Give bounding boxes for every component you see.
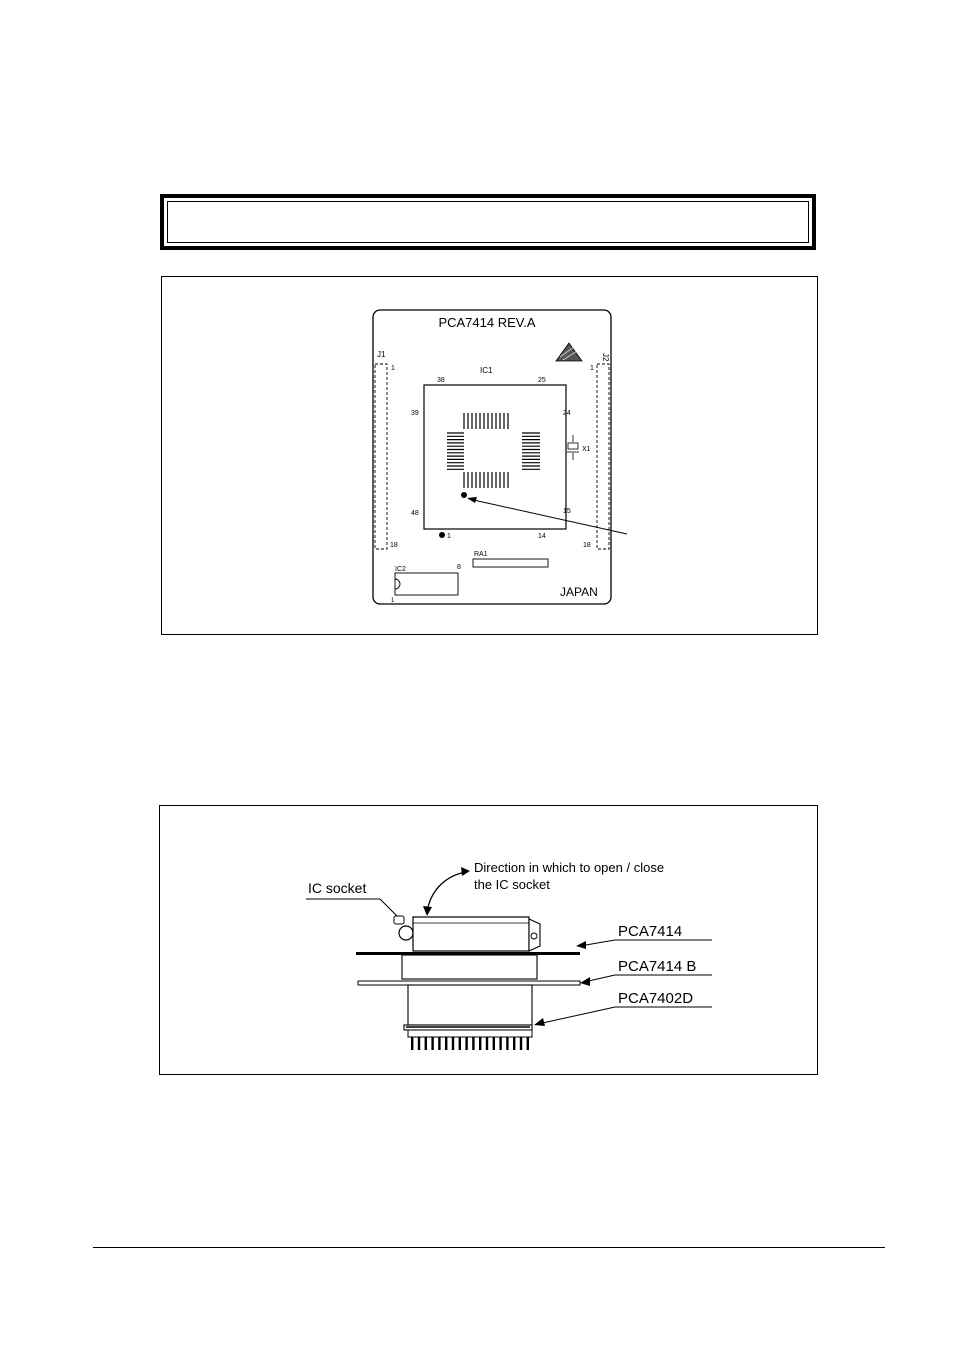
pin-lead [418, 1037, 420, 1050]
spacer-block [402, 955, 537, 979]
pin-lead [486, 1037, 488, 1050]
j1-label: J1 [377, 350, 386, 359]
ic2-pin8: 8 [457, 564, 461, 571]
direction-curved-arrow [427, 872, 466, 912]
j2-pin-bottom: 18 [583, 542, 591, 549]
index-pointer-arrowhead [467, 497, 477, 503]
j2-pin-top: 1 [590, 365, 594, 372]
section-title-inner [167, 201, 809, 243]
logo-triangle-icon [556, 343, 582, 361]
label-pca7414: PCA7414 [618, 923, 683, 940]
pin-48: 48 [411, 510, 419, 517]
direction-arrowhead-upper [461, 867, 470, 876]
label-pca7414b: PCA7414 B [618, 958, 697, 975]
board-name: PCA7414 REV.A [438, 315, 536, 330]
arrowhead-pca7414 [576, 941, 586, 949]
arrowhead-pca7402d [534, 1018, 545, 1026]
j1-pin-bottom: 18 [390, 542, 398, 549]
pca7414b-board [358, 981, 580, 985]
label-pca7402d: PCA7402D [618, 990, 694, 1007]
pin-39: 39 [411, 410, 419, 417]
pin-14: 14 [538, 533, 546, 540]
x1-crystal [568, 443, 578, 449]
pin-1-dot [439, 532, 445, 538]
assembly-drawing [160, 806, 819, 1076]
ic1-pads [447, 413, 540, 488]
direction-arrowhead-lower [423, 906, 432, 916]
ic1-socket [424, 385, 566, 529]
pin-38: 38 [437, 377, 445, 384]
pin-lead [445, 1037, 447, 1050]
pin-25: 25 [538, 377, 546, 384]
index-mark-dot [461, 492, 467, 498]
direction-label-line2: the IC socket [474, 877, 550, 892]
pin-15: 15 [563, 508, 571, 515]
pin-lead [425, 1037, 427, 1050]
lower-block [408, 985, 532, 1025]
footer-rule [93, 1247, 885, 1248]
j2-connector [597, 364, 609, 549]
pin-lead [493, 1037, 495, 1050]
ra1-resistor-array [473, 559, 548, 567]
pin-lead [438, 1037, 440, 1050]
ic-socket-label: IC socket [308, 880, 367, 896]
pin-lead [513, 1037, 515, 1050]
ra1-label: RA1 [474, 551, 488, 558]
x1-label: X1 [582, 446, 591, 453]
pin-lead [411, 1037, 413, 1050]
ic2-pin1: 1 [391, 598, 395, 604]
ic1-label: IC1 [480, 366, 493, 375]
j1-connector [375, 364, 387, 549]
country-label: JAPAN [560, 585, 598, 599]
pin-1: 1 [447, 533, 451, 540]
pin-24: 24 [563, 410, 571, 417]
j1-pin-top: 1 [391, 365, 395, 372]
assembly-figure [159, 805, 818, 1075]
pin-lead [527, 1037, 529, 1050]
socket-latch [529, 919, 540, 951]
socket-lever-knob [394, 916, 404, 924]
pin-lead [431, 1037, 433, 1050]
arrowhead-pca7414b [580, 977, 590, 986]
board-layout-drawing [162, 277, 819, 636]
ic2-label: IC2 [395, 566, 406, 573]
pin-lead [506, 1037, 508, 1050]
pin-lead [459, 1037, 461, 1050]
direction-label-line1: Direction in which to open / close [474, 860, 665, 875]
ic2-chip [395, 573, 458, 595]
ic2-notch [395, 579, 400, 589]
j2-label: J2 [601, 353, 610, 362]
socket-body [413, 917, 529, 951]
pin-lead [499, 1037, 501, 1050]
pin-lead [479, 1037, 481, 1050]
pin-lead [520, 1037, 522, 1050]
pin-lead [452, 1037, 454, 1050]
socket-lever-pivot [399, 926, 413, 940]
section-title-box [160, 194, 816, 250]
pca7402d-pins [411, 1037, 529, 1050]
board-layout-figure [161, 276, 818, 635]
pin-lead [465, 1037, 467, 1050]
pin-lead [472, 1037, 474, 1050]
